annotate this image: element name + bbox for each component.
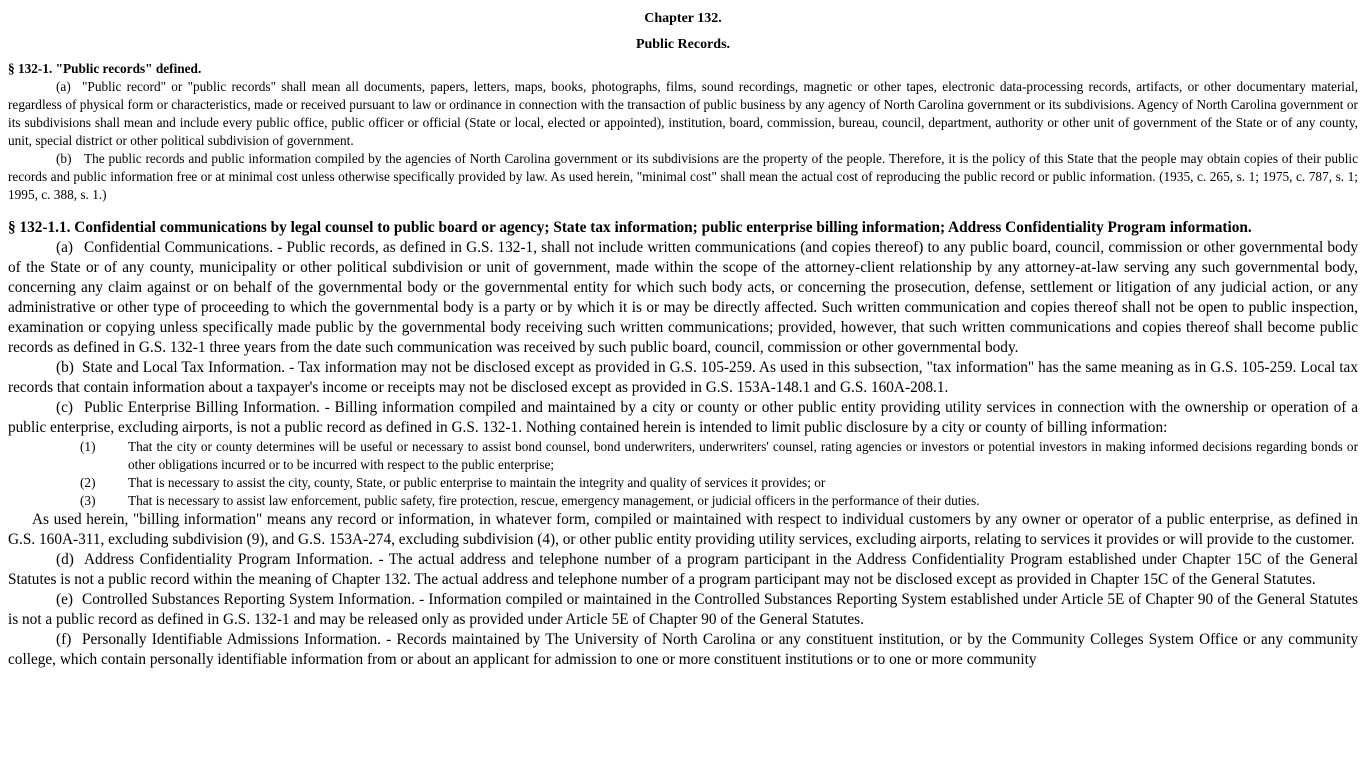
subsection-a: [8, 238, 1358, 358]
section-132-1: [8, 60, 1358, 204]
subsection-e: [8, 590, 1358, 630]
subsection-label: (c): [56, 399, 73, 416]
subsection-f: [8, 630, 1358, 670]
section-132-1-1: [8, 218, 1358, 670]
list-item-number: (2): [80, 475, 96, 490]
subsection-text: Personally Identifiable Admissions Information. - Records maintained by The University of North Carolina or any constituent institution, or by the Community Colleges System Office or any community college, which contain personally identifiable information from or about an applicant for admission to one or more constituent institutions or to one or more community: [8, 631, 1358, 668]
subsection-label: (f): [56, 631, 72, 648]
subsection-text: Confidential Communications. - Public records, as defined in G.S. 132-1, shall not include written communications (and copies thereof) to any public board, council, commission or other governmental body of the State or of any county, municipality or other political subdivision or unit of government, made within the scope of the attorney-client relationship by any attorney-at-law serving any such governmental body, concerning any claim against or on behalf of the governmental body or the governmental entity for which such body acts, or concerning the prosecution, defense, settlement or litigation of any judicial action, or any administrative or other type of proceeding to which the governmental body is a party or by which it is or may be directly affected. Such written communication and copies thereof shall not be open to public inspection, examination or copying unless specifically made public by the governmental body receiving such written communications; provided, however, that such written communications and copies thereof shall become public records as defined in G.S. 132-1 three years from the date such communication was received by such public board, council, commission or other governmental body.: [8, 239, 1358, 356]
subsection-text: Public Enterprise Billing Information. - Billing information compiled and maintained by a city or county or other public entity providing utility services in connection with the ownership or operation of a public enterprise, excluding airports, is not a public record as defined in G.S. 132-1. Nothing contained herein is intended to limit public disclosure by a city or county of billing information:: [8, 399, 1358, 436]
subsection-label: (a): [56, 79, 71, 94]
list-item-number: (3): [80, 493, 96, 508]
subsection-d: [8, 550, 1358, 590]
subsection-label: (d): [56, 551, 74, 568]
list-item-number: (1): [80, 439, 96, 454]
list-item: [8, 474, 1358, 492]
list-item-text: That is necessary to assist the city, county, State, or public enterprise to maintain the integrity and quality of services it provides; or: [128, 475, 826, 490]
subsection-text: Controlled Substances Reporting System Information. - Information compiled or maintained in the Controlled Substances Reporting System established under Article 5E of Chapter 90 of the General Statutes is not a public record as defined in G.S. 132-1 and may be released only as provided under Article 5E of Chapter 90 of the General Statutes.: [8, 591, 1358, 628]
list-item-text: That is necessary to assist law enforcement, public safety, fire protection, rescue, emergency management, or judicial officers in the performance of their duties.: [128, 493, 980, 508]
chapter-number: Chapter 132.: [644, 11, 722, 26]
list-item-text: That the city or county determines will be useful or necessary to assist bond counsel, bond underwriters, underwriters' counsel, rating agencies or investors or potential investors in making informed decisions regarding bonds or other obligations incurred or to be incurred with respect to the public enterprise;: [128, 439, 1358, 472]
subsection-text: The public records and public information compiled by the agencies of North Carolina government or its subdivisions are the property of the people. Therefore, it is the policy of this State that the people may obtain copies of their public records and public information free or at minimal cost unless otherwise specifically provided by law. As used herein, "minimal cost" shall mean the actual cost of reproducing the public record or public information. (1935, c. 265, s. 1; 1975, c. 787, s. 1; 1995, c. 388, s. 1.): [8, 151, 1358, 202]
section-title: § 132-1. "Public records" defined.: [8, 61, 202, 76]
subsection-a: [8, 78, 1358, 150]
chapter-title: Public Records.: [635, 37, 731, 52]
subsection-label: (b): [56, 359, 74, 376]
subsection-label: (a): [56, 239, 73, 256]
subsection-text: State and Local Tax Information. - Tax information may not be disclosed except as provided in G.S. 105-259. As used in this subsection, "tax information" has the same meaning as in G.S. 105-259. Local tax records that contain information about a taxpayer's income or receipts may not be disclosed except as provided in G.S. 153A-148.1 and G.S. 160A-208.1.: [8, 359, 1358, 396]
subsection-label: (e): [56, 591, 73, 608]
subsection-label: (b): [56, 151, 72, 166]
subsection-b: [8, 150, 1358, 204]
subsection-c-continuation: As used herein, "billing information" means any record or information, in whatever form, compiled or maintained with respect to individual customers by any owner or operator of a public enterprise, as defined in G.S. 160A-311, excluding subdivision (9), and G.S. 153A-274, excluding subdivision (4), or other public entity providing utility services, excluding airports, relating to services it provides or will provide to the customer.: [8, 511, 1358, 548]
subsection-c: [8, 398, 1358, 438]
list-item: [8, 438, 1358, 474]
list-item: [8, 492, 1358, 510]
subsection-text: Address Confidentiality Program Information. - The actual address and telephone number of a program participant in the Address Confidentiality Program established under Chapter 15C of the General Statutes is not a public record within the meaning of Chapter 132. The actual address and telephone number of a program participant may not be disclosed except as provided in Chapter 15C of the General Statutes.: [8, 551, 1358, 588]
subsection-b: [8, 358, 1358, 398]
subsection-text: "Public record" or "public records" shall mean all documents, papers, letters, maps, books, photographs, films, sound recordings, magnetic or other tapes, electronic data-processing records, artifacts, or other documentary material, regardless of physical form or characteristics, made or received pursuant to law or ordinance in connection with the transaction of public business by any agency of North Carolina government or its subdivisions. Agency of North Carolina government or its subdivisions shall mean and include every public office, public officer or official (State or local, elected or appointed), institution, board, commission, bureau, council, department, authority or other unit of government of the State or of any county, unit, special district or other political subdivision of government.: [8, 79, 1358, 148]
section-title: § 132-1.1. Confidential communications by legal counsel to public board or agency; State tax information; public enterprise billing information; Address Confidentiality Program information.: [8, 219, 1252, 236]
